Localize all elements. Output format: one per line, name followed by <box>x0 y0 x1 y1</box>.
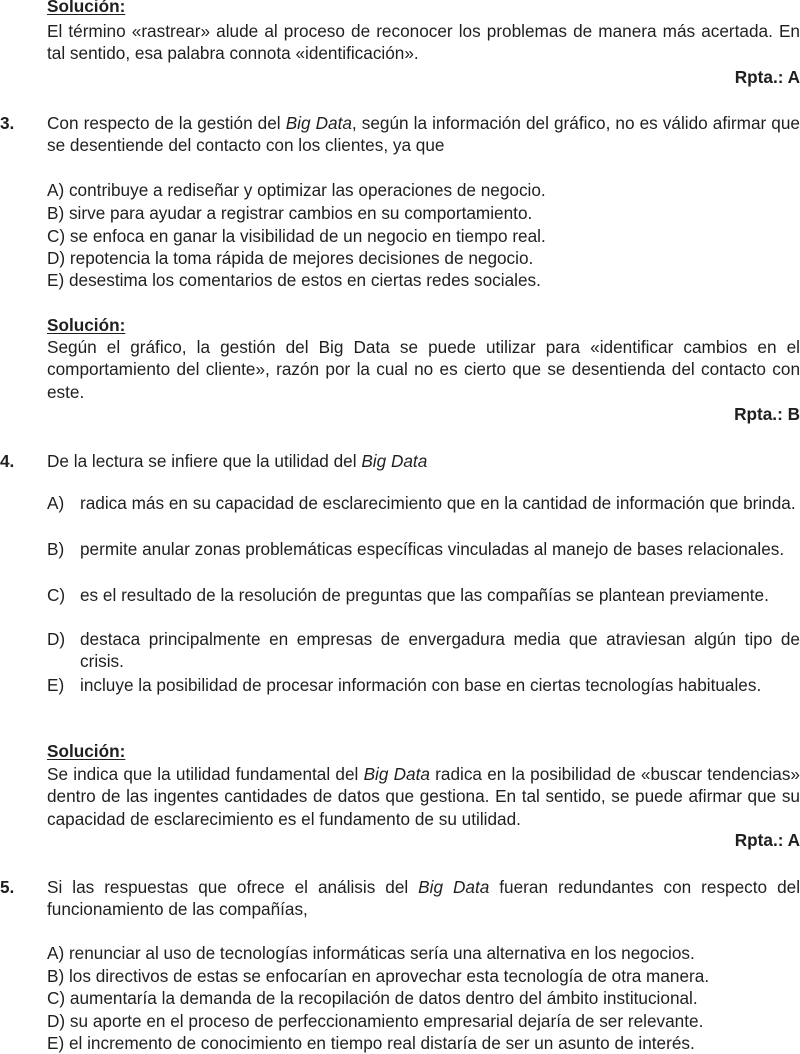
option-d: D) repotencia la toma rápida de mejores decisiones de negocio. <box>47 248 534 268</box>
question-number: 4. <box>0 451 15 471</box>
solution-heading: Solución: <box>47 315 126 335</box>
option-b <box>47 538 800 560</box>
option-letter: D) <box>47 629 66 649</box>
answer-label: Rpta.: B <box>734 404 800 424</box>
option-e: E) el incremento de conocimiento en tiempo real distaría de ser un asunto de interés. <box>47 1033 695 1053</box>
question-number: 3. <box>0 113 15 133</box>
option-text: destaca principalmente en empresas de envergadura media que atraviesan algún tipo de crisis. <box>80 629 800 672</box>
question-stem: Con respecto de la gestión del Big Data, según la información del gráfico, no es válido afirmar que se desentiende del contacto con los clientes, ya que <box>47 113 800 156</box>
option-letter: E) <box>47 675 65 695</box>
option-text: incluye la posibilidad de procesar información con base en ciertas tecnologías habituales. <box>80 675 762 695</box>
option-b: B) los directivos de estas se enfocarían en aprovechar esta tecnología de otra manera. <box>47 966 710 986</box>
option-b: B) sirve para ayudar a registrar cambios en su comportamiento. <box>47 203 533 223</box>
option-a <box>47 492 800 514</box>
option-a: A) contribuye a rediseñar y optimizar las operaciones de negocio. <box>47 180 546 200</box>
question-stem: De la lectura se infiere que la utilidad del Big Data <box>47 451 428 471</box>
option-d <box>47 628 800 673</box>
solution-text: El término «rastrear» alude al proceso de reconocer los problemas de manera más acertada. En tal sentido, esa palabra connota «identificación». <box>47 21 800 64</box>
question-number: 5. <box>0 877 15 897</box>
option-e: E) desestima los comentarios de estos en ciertas redes sociales. <box>47 270 541 290</box>
option-letter: A) <box>47 493 65 513</box>
option-c <box>47 584 800 606</box>
option-c: C) se enfoca en ganar la visibilidad de un negocio en tiempo real. <box>47 226 546 246</box>
option-c: C) aumentaría la demanda de la recopilación de datos dentro del ámbito institucional. <box>47 988 698 1008</box>
option-text: permite anular zonas problemáticas específicas vinculadas al manejo de bases relacionales. <box>80 539 785 559</box>
option-letter: C) <box>47 585 66 605</box>
solution-text: Según el gráfico, la gestión del Big Data se puede utilizar para «identificar cambios en el comportamiento del cliente», razón por la cual no es cierto que se desentienda del contacto con este. <box>47 337 800 402</box>
option-d: D) su aporte en el proceso de perfeccionamiento empresarial dejaría de ser relevante. <box>47 1011 704 1031</box>
solution-heading: Solución: <box>47 741 126 761</box>
option-e <box>47 674 800 696</box>
option-text: radica más en su capacidad de esclarecimiento que en la cantidad de información que brinda. <box>80 493 796 513</box>
option-letter: B) <box>47 539 65 559</box>
answer-label: Rpta.: A <box>734 830 800 850</box>
option-a: A) renunciar al uso de tecnologías informáticas sería una alternativa en los negocios. <box>47 943 695 963</box>
option-text: es el resultado de la resolución de preguntas que las compañías se plantean previamente. <box>80 585 769 605</box>
answer-label: Rpta.: A <box>734 67 800 87</box>
solution-text: Se indica que la utilidad fundamental del Big Data radica en la posibilidad de «buscar tendencias» dentro de las ingentes cantidades de datos que gestiona. En tal sentido, se puede afirmar que su capacidad de esclarecimiento es el fundamento de su utilidad. <box>47 764 800 829</box>
solution-heading: Solución: <box>47 0 126 16</box>
question-stem: Si las respuestas que ofrece el análisis del Big Data fueran redundantes con respecto del funcionamiento de las compañías, <box>47 877 800 920</box>
